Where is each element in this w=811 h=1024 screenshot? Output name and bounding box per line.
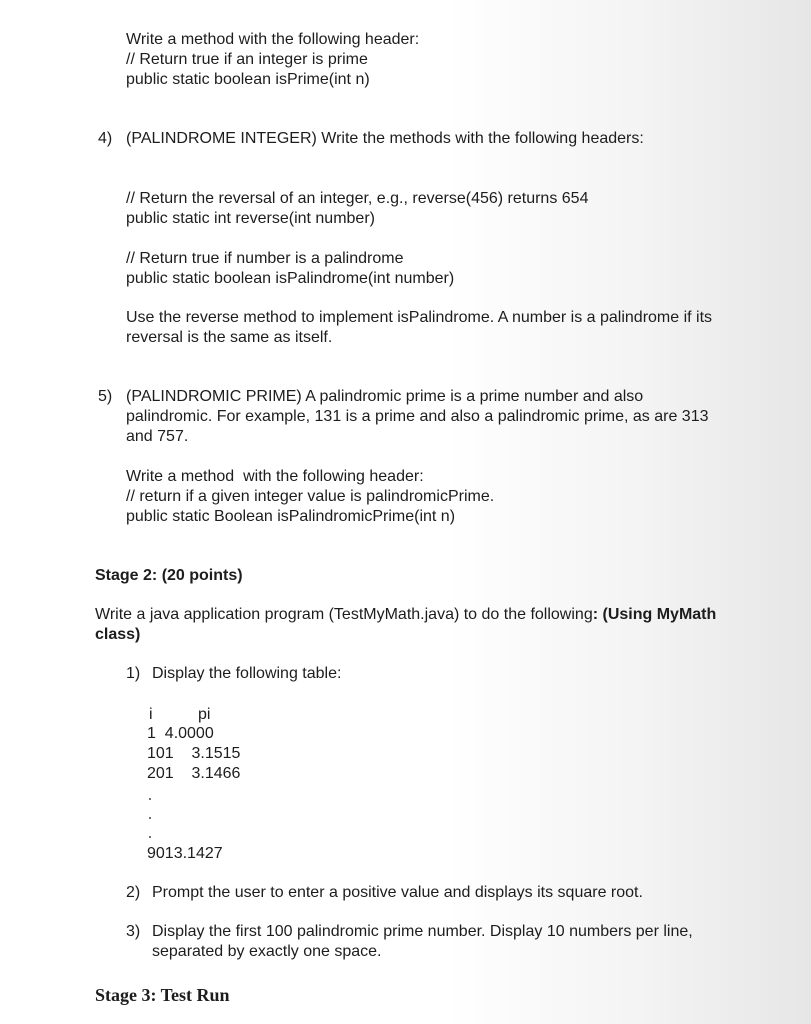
item5-write-2: // return if a given integer value is palindromicPrime. <box>126 488 495 505</box>
stage2-step1: Display the following table: <box>152 665 342 682</box>
item5-line-3: and 757. <box>126 428 189 445</box>
stage2-intro-bold: : (Using MyMath <box>592 606 717 623</box>
ellipsis-dot-1 <box>149 798 151 800</box>
item4-code-2: public static boolean isPalindrome(int number) <box>126 270 455 287</box>
ellipsis-dot-2 <box>149 817 151 819</box>
table-row-3: 201 3.1466 <box>147 765 241 782</box>
stage2-step2-number: 2) <box>126 884 141 901</box>
stage2-step3-line-2: separated by exactly one space. <box>152 943 382 960</box>
item5-write-1: Write a method with the following header: <box>126 468 424 485</box>
item5-line-2: palindromic. For example, 131 is a prime and also a palindromic prime, as are 313 <box>126 408 709 425</box>
item5-number: 5) <box>98 388 113 405</box>
item5-write-3: public static Boolean isPalindromicPrime(int n) <box>126 508 456 525</box>
stage2-step1-number: 1) <box>126 665 141 682</box>
stage2-intro-text: Write a java application program (TestMyMath.java) to do the following <box>95 606 593 623</box>
item5-line-1: (PALINDROMIC PRIME) A palindromic prime is a prime number and also <box>126 388 644 405</box>
table-row-2: 101 3.1515 <box>147 745 241 762</box>
item4-usage-2: reversal is the same as itself. <box>126 329 333 346</box>
item4-comment-1: // Return the reversal of an integer, e.g., reverse(456) returns 654 <box>126 190 589 207</box>
top-line-2: // Return true if an integer is prime <box>126 51 368 68</box>
table-header-pi: pi <box>198 706 211 723</box>
stage2-title: Stage 2: (20 points) <box>95 567 243 584</box>
item4-code-1: public static int reverse(int number) <box>126 210 375 227</box>
stage2-step3-number: 3) <box>126 923 141 940</box>
top-line-1: Write a method with the following header: <box>126 31 420 48</box>
ellipsis-dot-3 <box>149 836 151 838</box>
item4-usage-1: Use the reverse method to implement isPalindrome. A number is a palindrome if its <box>126 309 713 326</box>
stage2-step3-line-1: Display the first 100 palindromic prime number. Display 10 numbers per line, <box>152 923 693 940</box>
table-header-i: i <box>149 706 153 723</box>
item4-heading: (PALINDROME INTEGER) Write the methods with the following headers: <box>126 130 644 147</box>
item4-comment-2: // Return true if number is a palindrome <box>126 250 404 267</box>
table-row-last: 9013.1427 <box>147 845 223 862</box>
stage2-intro-class: class) <box>95 626 141 643</box>
stage3-title: Stage 3: Test Run <box>95 985 230 1005</box>
stage2-intro <box>95 605 716 625</box>
table-row-1: 1 4.0000 <box>147 725 214 742</box>
item4-number: 4) <box>98 130 113 147</box>
stage2-step2: Prompt the user to enter a positive value and displays its square root. <box>152 884 643 901</box>
top-line-3: public static boolean isPrime(int n) <box>126 71 370 88</box>
